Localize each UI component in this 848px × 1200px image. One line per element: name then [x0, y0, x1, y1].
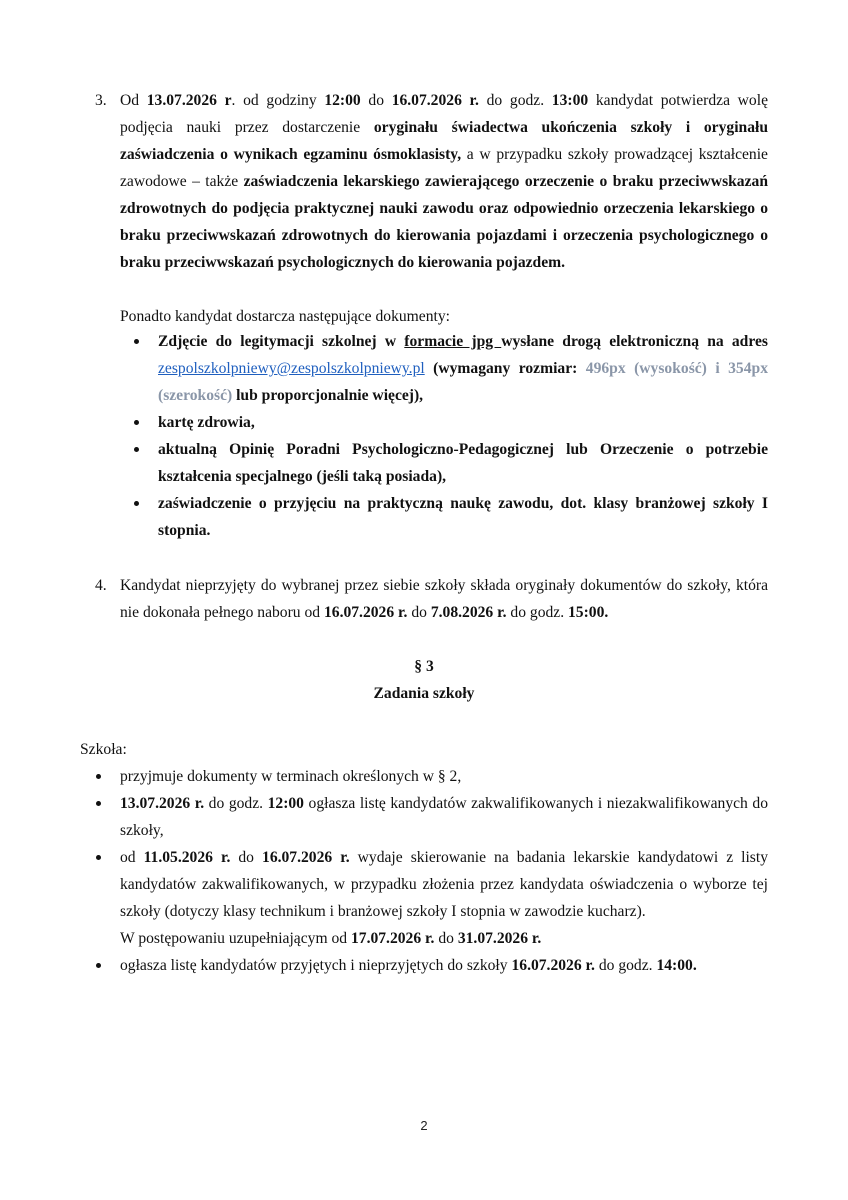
email-link[interactable]: zespolszkolpniewy@zespolszkolpniewy.pl [158, 360, 425, 377]
tasks-intro: Szkoła: [80, 741, 127, 758]
documents-intro: Ponadto kandydat dostarcza następujące dokumenty: [120, 308, 450, 325]
text: wydaje skierowanie na badania lekarskie kandydatowi z listy kandydatów zakwalifikowanych, w przypadku złożenia przez kandydata oświadczenia o wyborze tej szkoły (dotyczy klasy technikum i branżowej szkoły I stopnia w zawodzie kucharz). [120, 849, 769, 920]
list-item-4 [95, 572, 768, 626]
list-item-3 [95, 87, 768, 276]
photo-size: 496px (wysokość) i 354px (szerokość) [158, 360, 768, 404]
text: do godz. [204, 795, 268, 812]
text: do [230, 849, 263, 866]
text: do godz. [478, 92, 552, 109]
date-bold: 31.07.2026 r. [457, 930, 542, 947]
format-underlined: formacie jpg [404, 333, 502, 350]
time-bold: 14:00. [656, 957, 697, 974]
date-bold: 17.07.2026 r. [350, 930, 435, 947]
text: lub proporcjonalnie więcej), [232, 387, 424, 404]
text: do godz. [506, 604, 568, 621]
text: zaświadczenie o przyjęciu na praktyczną naukę zawodu, dot. klasy branżowej szkoły I stopnia. [158, 495, 768, 539]
bullet-icon [134, 447, 139, 452]
text: . od godziny [231, 92, 325, 109]
item-number: 4. [95, 577, 107, 594]
text: przyjmuje dokumenty w terminach określonych w § 2, [120, 768, 462, 785]
task-item [80, 952, 768, 979]
page-number: 2 [420, 1118, 428, 1133]
task-item [80, 790, 768, 844]
text: ogłasza listę kandydatów zakwalifikowanych i niezakwalifikowanych do szkoły, [120, 795, 768, 839]
supplementary-procedure-line [120, 925, 768, 952]
date-bold: 16.07.2026 r. [391, 92, 479, 109]
bullet-icon [134, 339, 139, 344]
date-bold: 16.07.2026 r. [323, 604, 408, 621]
text: do godz. [594, 957, 657, 974]
school-tasks-list [80, 763, 768, 979]
task-item [80, 763, 768, 790]
date-bold: 13.07.2026 r. [120, 795, 205, 812]
bullet-icon [134, 420, 139, 425]
time-bold: 12:00 [267, 795, 304, 812]
section-symbol: § 3 [414, 658, 434, 675]
document-item-health-card [120, 409, 768, 436]
text: a w przypadku szkoły prowadzącej kształcenie zawodowe – także [120, 146, 768, 190]
bullet-icon [96, 963, 101, 968]
date-bold: 16.07.2026 r. [262, 849, 350, 866]
text: od [120, 849, 144, 866]
text: W postępowaniu uzupełniającym od [120, 930, 351, 947]
time-bold: 12:00 [324, 92, 361, 109]
item-3-text [120, 87, 768, 276]
text: do [407, 604, 431, 621]
text: Zdjęcie do legitymacji szkolnej w [158, 333, 405, 350]
bullet-icon [96, 774, 101, 779]
date-bold: 16.07.2026 r. [511, 957, 595, 974]
date-bold: 11.05.2026 r. [143, 849, 231, 866]
bullet-icon [134, 501, 139, 506]
required-documents-bold: oryginału świadectwa ukończenia szkoły i oryginału zaświadczenia o wynikach egzaminu ósmoklasisty, [120, 119, 769, 163]
item-4-text [120, 572, 768, 626]
text: Od [120, 92, 147, 109]
time-bold: 15:00. [568, 604, 609, 621]
time-bold: 13:00 [551, 92, 589, 109]
document-item-photo [120, 328, 768, 409]
date-bold: 7.08.2026 r. [430, 604, 507, 621]
text: aktualną Opinię Poradni Psychologiczno-Pedagogicznej lub Orzeczenie o potrzebie kształcenia specjalnego (jeśli taką posiada), [158, 441, 768, 485]
item-number: 3. [95, 92, 107, 109]
text: do [360, 92, 392, 109]
text: Kandydat nieprzyjęty do wybranej przez siebie szkoły składa oryginały dokumentów do szkoły, która nie dokonała pełnego naboru od [120, 577, 768, 621]
bullet-icon [96, 801, 101, 806]
task-item [80, 844, 768, 952]
documents-list [120, 328, 768, 544]
text: (wymagany rozmiar: [424, 360, 586, 377]
section-title: Zadania szkoły [373, 685, 475, 702]
document-item-opinion [120, 436, 768, 490]
date-bold: 13.07.2026 r [146, 92, 232, 109]
document-item-practical-training [120, 490, 768, 544]
text: ogłasza listę kandydatów przyjętych i nieprzyjętych do szkoły [120, 957, 512, 974]
bullet-icon [96, 855, 101, 860]
medical-certificates-bold: zaświadczenia lekarskiego zawierającego orzeczenie o braku przeciwwskazań zdrowotnych do podjęcia praktycznej nauki zawodu oraz odpowiednio orzeczenia lekarskiego o braku przeciwwskazań zdrowotnych do kierowania pojazdami i orzeczenia psychologicznego o braku przeciwwskazań psychologicznych do kierowania pojazdem. [120, 173, 768, 271]
text: kandydat potwierdza wolę podjęcia nauki przez dostarczenie [120, 92, 768, 136]
text: do [434, 930, 458, 947]
text: wysłane drogą elektroniczną na adres [501, 333, 768, 350]
text: kartę zdrowia, [158, 414, 255, 431]
